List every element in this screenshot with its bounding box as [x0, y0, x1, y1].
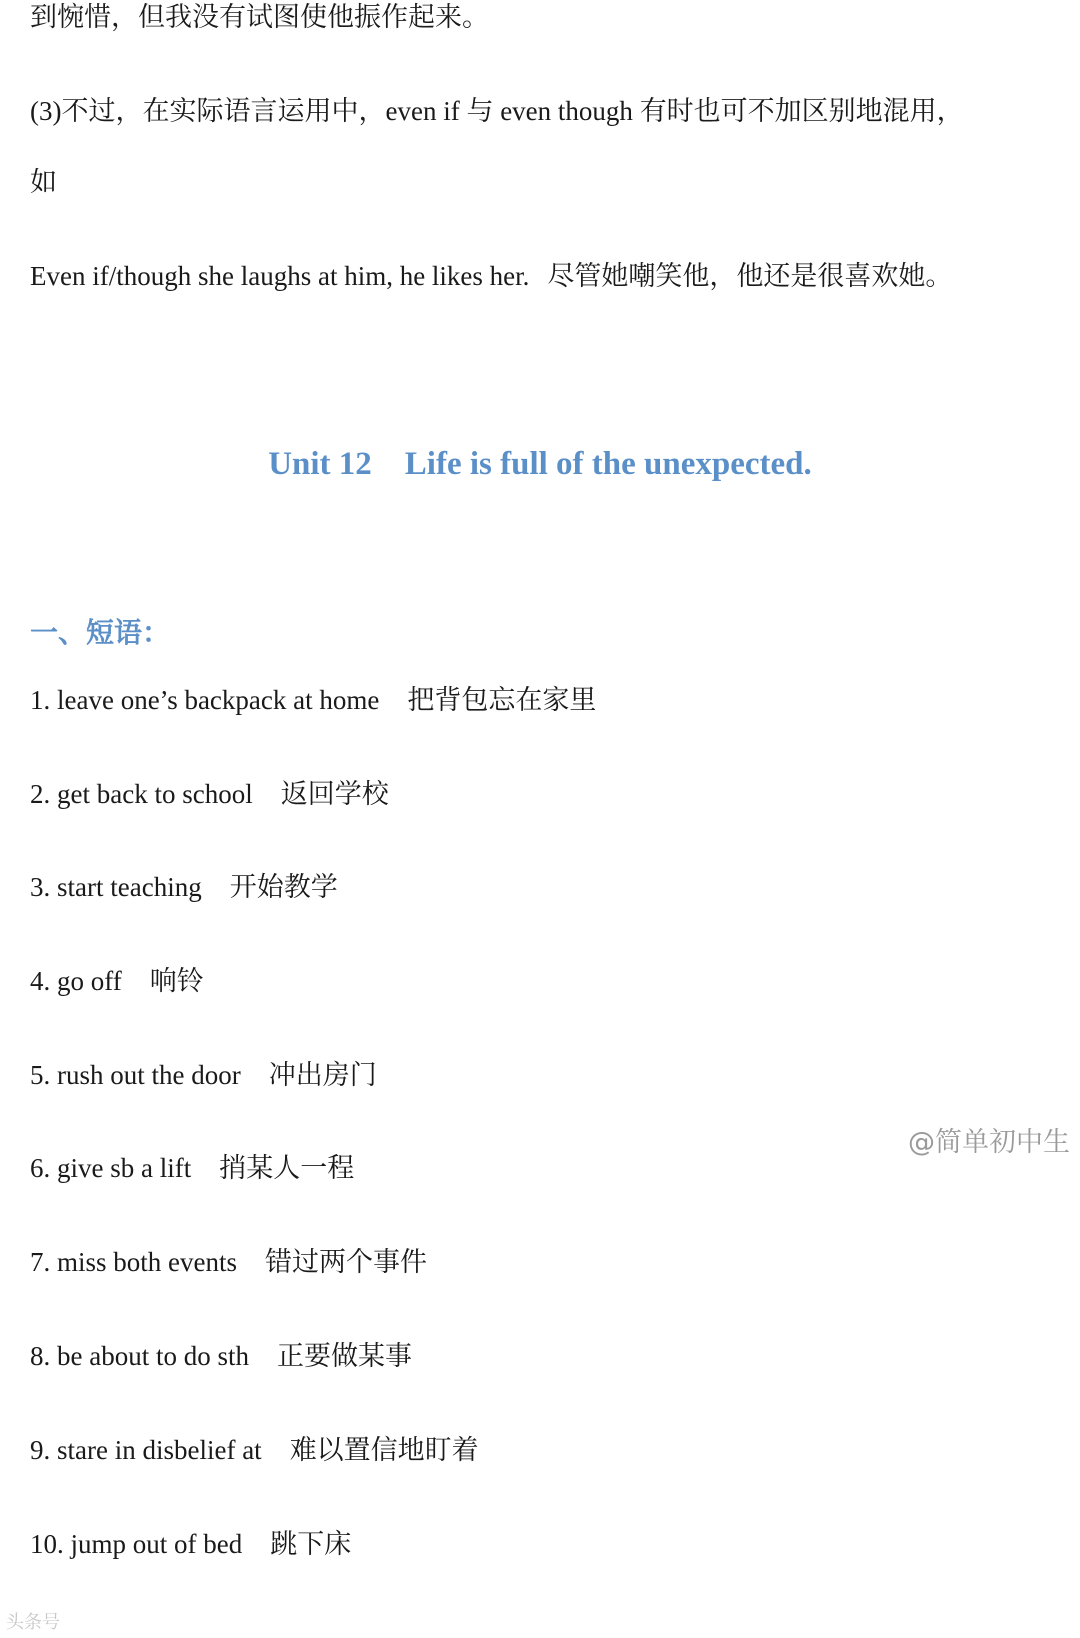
phrase-item — [30, 1433, 479, 1468]
phrase-item — [30, 1245, 427, 1280]
phrase-item — [30, 1151, 354, 1186]
intro-term-even-though: even though — [500, 96, 633, 126]
intro-line-1 — [30, 0, 489, 35]
phrase-chinese: 返回学校 — [280, 779, 389, 810]
phrase-item — [30, 1339, 412, 1374]
phrase-chinese: 跳下床 — [270, 1529, 352, 1560]
phrase-chinese: 响铃 — [149, 966, 204, 997]
phrase-chinese: 难以置信地盯着 — [289, 1435, 479, 1466]
phrase-english: 10. jump out of bed — [30, 1529, 243, 1559]
phrase-chinese: 把背包忘在家里 — [407, 685, 597, 716]
corner-watermark: 头条号 — [6, 1612, 60, 1633]
phrase-item — [30, 1058, 377, 1093]
example-english: Even if/though she laughs at him, he likes her. — [30, 261, 530, 291]
intro-item-number: (3) — [30, 96, 62, 126]
phrase-english: 2. get back to school — [30, 779, 253, 809]
phrase-item — [30, 683, 596, 718]
intro-text-2a: 不过，在实际语言运用中， — [61, 96, 386, 127]
intro-line-3 — [30, 165, 57, 200]
section-heading: 一、短语： — [30, 616, 171, 649]
phrase-english: 6. give sb a lift — [30, 1153, 192, 1183]
watermark-text: @简单初中生 — [908, 1127, 1070, 1158]
phrase-english: 3. start teaching — [30, 872, 202, 902]
intro-term-even-if: even if — [385, 96, 460, 126]
phrase-chinese: 冲出房门 — [268, 1060, 377, 1091]
phrase-english: 4. go off — [30, 966, 122, 996]
phrase-english: 9. stare in disbelief at — [30, 1435, 262, 1465]
phrase-chinese: 错过两个事件 — [265, 1247, 427, 1278]
phrase-english: 8. be about to do sth — [30, 1341, 249, 1371]
phrase-item — [30, 1527, 351, 1562]
intro-line-2 — [30, 94, 964, 129]
phrase-item — [30, 777, 389, 812]
phrase-item — [30, 870, 338, 905]
intro-text-3: 如 — [30, 167, 57, 198]
phrase-item — [30, 964, 204, 999]
phrase-chinese: 开始教学 — [229, 872, 338, 903]
example-chinese: 尽管她嘲笑他，他还是很喜欢她。 — [547, 261, 953, 292]
phrase-english: 1. leave one’s backpack at home — [30, 685, 380, 715]
phrase-english: 5. rush out the door — [30, 1060, 241, 1090]
intro-text-2c: 有时也可不加区别地混用， — [639, 96, 964, 127]
unit-title: Unit 12 Life is full of the unexpected. — [268, 446, 812, 482]
example-sentence — [30, 259, 952, 294]
phrase-english: 7. miss both events — [30, 1247, 237, 1277]
phrase-chinese: 正要做某事 — [276, 1341, 412, 1372]
intro-text-1: 到惋惜，但我没有试图使他振作起来。 — [30, 2, 489, 33]
phrase-chinese: 捎某人一程 — [219, 1153, 355, 1184]
intro-text-2b: 与 — [466, 96, 494, 127]
